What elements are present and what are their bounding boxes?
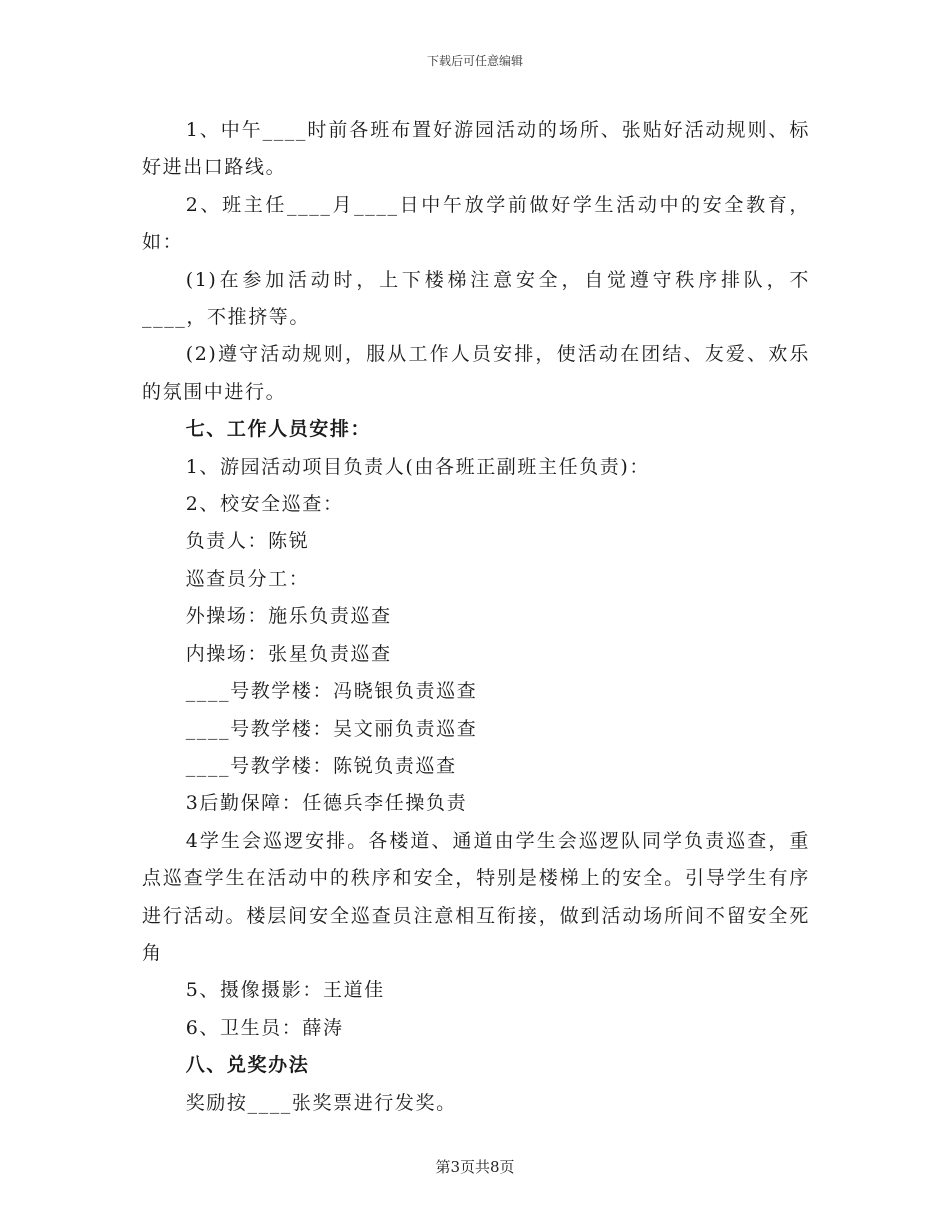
paragraph-8: 负责人：陈锐 — [185, 530, 310, 553]
paragraph-17: 5、摄像摄影：王道佳 — [185, 979, 385, 1002]
document-body — [142, 112, 810, 1122]
paragraph-13: ____号教学楼：吴文丽负责巡查 — [185, 717, 478, 740]
section-heading-8: 八、兑奖办法 — [185, 1054, 310, 1077]
paragraph-3: (1)在参加活动时，上下楼梯注意安全，自觉遵守秩序排队，不____，不推挤等。 — [142, 268, 810, 329]
page-header: 下载后可任意编辑 — [426, 54, 523, 68]
paragraph-16: 4学生会巡逻安排。各楼道、通道由学生会巡逻队同学负责巡查，重点巡查学生在活动中的秩序和安全，特别是楼梯上的安全。引导学生有序进行活动。楼层间安全巡查员注意相互衔接，做到活动场所间不留安全死角 — [142, 829, 810, 964]
paragraph-1: 1、中午____时前各班布置好游园活动的场所、张贴好活动规则、标好进出口路线。 — [142, 119, 810, 179]
paragraph-7: 2、校安全巡查： — [185, 493, 344, 516]
paragraph-4: (2)遵守活动规则，服从工作人员安排，使活动在团结、友爱、欢乐的氛围中进行。 — [142, 343, 810, 403]
paragraph-6: 1、游园活动项目负责人(由各班正副班主任负责)： — [185, 455, 651, 478]
paragraph-12: ____号教学楼：冯晓银负责巡查 — [185, 680, 478, 703]
section-heading-7: 七、工作人员安排： — [185, 418, 372, 441]
paragraph-10: 外操场：施乐负责巡查 — [185, 605, 392, 628]
paragraph-20: 奖励按____张奖票进行发奖。 — [185, 1091, 457, 1114]
paragraph-2: 2、班主任____月____日中午放学前做好学生活动中的安全教育，如： — [142, 193, 810, 254]
paragraph-11: 内操场：张星负责巡查 — [185, 642, 392, 665]
paragraph-14: ____号教学楼：陈锐负责巡查 — [185, 754, 457, 777]
paragraph-15: 3后勤保障：任德兵李任操负责 — [185, 792, 468, 815]
page-footer: 第3页共8页 — [435, 1158, 515, 1176]
paragraph-9: 巡查员分工： — [185, 567, 310, 590]
paragraph-18: 6、卫生员：薛涛 — [185, 1016, 344, 1039]
